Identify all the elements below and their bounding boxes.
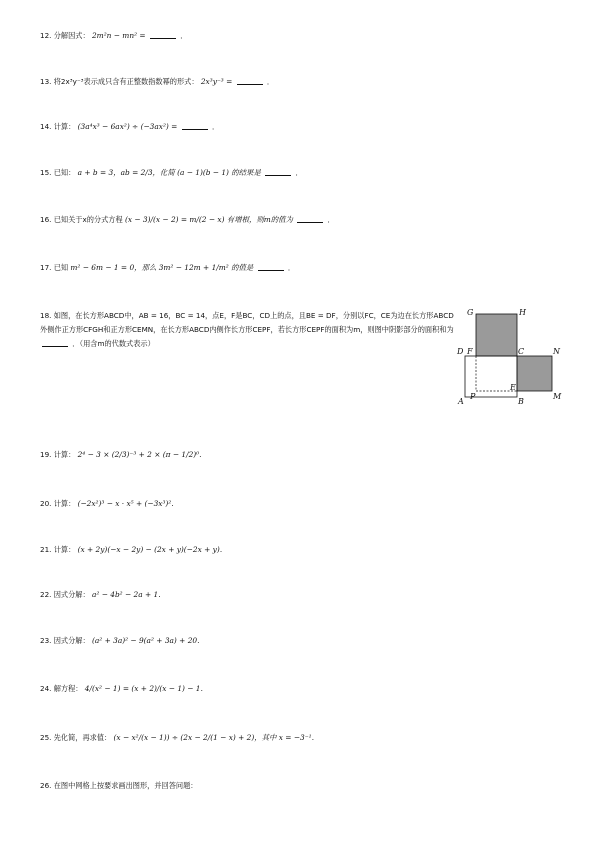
question-number: 18.	[40, 311, 52, 320]
label-e: E	[510, 383, 516, 392]
square-cfgh-shaded	[476, 314, 517, 356]
question-number: 13.	[40, 77, 52, 86]
question-math: 2x³y⁻³ =	[200, 77, 233, 86]
question-math: (x − 3)/(x − 2) = m/(2 − x) 有增根，则m的值为	[124, 215, 293, 224]
question-number: 15.	[40, 168, 52, 177]
answer-blank	[42, 339, 68, 347]
question-12	[40, 31, 187, 41]
question-20	[40, 499, 179, 509]
question-math: (−2x²)³ − x · x⁵ + (−3x³)²．	[77, 499, 179, 508]
question-26	[40, 781, 198, 791]
question-number: 26.	[40, 781, 52, 790]
label-d: D	[457, 347, 464, 356]
question-23	[40, 636, 205, 646]
question-number: 23.	[40, 636, 52, 645]
question-text: 分解因式：	[53, 31, 90, 40]
question-25	[40, 733, 319, 743]
question-text: 计算：	[53, 122, 76, 131]
square-cemn-shaded	[517, 356, 552, 391]
question-tail: ．	[180, 31, 188, 40]
label-h: H	[519, 308, 526, 317]
label-a: A	[458, 397, 464, 406]
question-number: 12.	[40, 31, 52, 40]
question-text: 先化简，再求值：	[53, 733, 112, 742]
label-n: N	[553, 347, 560, 356]
question-number: 14.	[40, 122, 52, 131]
question-math: a + b = 3，ab = 2/3，化简 (a − 1)(b − 1) 的结果是	[77, 168, 261, 177]
rectangle-squares-figure	[455, 304, 560, 408]
label-g: G	[467, 308, 474, 317]
question-math: (x − x²/(x − 1)) ÷ (2x − 2/(1 − x) + 2)，其中 x = −3⁻¹．	[113, 733, 319, 742]
question-math: 2⁴ − 3 × (2/3)⁻³ + 2 × (π − 1/2)⁰．	[77, 450, 207, 459]
label-c: C	[518, 347, 525, 356]
question-math: m² − 6m − 1 = 0，那么 3m² − 12m + 1/m² 的值是	[70, 263, 254, 272]
label-p: P	[470, 392, 476, 401]
question-math: (3a⁴x³ − 6ax²) ÷ (−3ax²) =	[77, 122, 178, 131]
question-text: 计算：	[53, 499, 76, 508]
question-15	[40, 168, 303, 178]
question-number: 21.	[40, 545, 52, 554]
label-b: B	[518, 397, 524, 406]
question-21	[40, 545, 227, 555]
question-text: 已知	[53, 263, 69, 272]
answer-blank	[258, 263, 284, 271]
answer-blank	[182, 122, 208, 130]
question-text: 将2x³y⁻³表示成只含有正整数指数幂的形式：	[53, 77, 199, 86]
question-text: 因式分解：	[53, 636, 90, 645]
question-tail: ．	[211, 122, 220, 131]
question-13	[40, 77, 274, 87]
question-19	[40, 450, 207, 460]
question-math: a² − 4b² − 2a + 1．	[91, 590, 166, 599]
question-math: 4/(x² − 1) = (x + 2)/(x − 1) − 1．	[84, 684, 208, 693]
question-17	[40, 263, 295, 273]
question-text: 计算：	[53, 450, 76, 459]
question-math: (x + 2y)(−x − 2y) − (2x + y)(−2x + y)．	[77, 545, 228, 554]
question-14	[40, 122, 219, 132]
question-18	[40, 309, 455, 351]
question-text: 因式分解：	[53, 590, 90, 599]
label-f: F	[467, 347, 473, 356]
question-text: 如图，在长方形ABCD中，AB = 16，BC = 14，点E，F是BC，CD上的点，且BE = DF，分别以FC，CE为边在长方形ABCD外侧作正方形CFGH和正方形CEMN，在长方形ABCD内侧作长方形CEPF，若长方形CEPF的面积为m，则图中阴影部分的面积和为	[40, 311, 454, 334]
answer-blank	[150, 31, 176, 39]
question-tail: ．	[295, 168, 303, 177]
label-m: M	[553, 392, 562, 401]
question-16	[40, 215, 335, 225]
question-tail: ．	[266, 77, 275, 86]
answer-blank	[237, 77, 263, 85]
question-number: 24.	[40, 684, 52, 693]
answer-blank	[297, 215, 323, 223]
question-math: (a² + 3a)² − 9(a² + 3a) + 20．	[91, 636, 205, 645]
question-number: 19.	[40, 450, 52, 459]
question-tail: ．	[287, 263, 296, 272]
question-22	[40, 590, 166, 600]
question-number: 16.	[40, 215, 52, 224]
question-tail: ．（用含m的代数式表示）	[72, 339, 155, 348]
question-text: 已知关于x的分式方程	[53, 215, 123, 224]
question-text: 计算：	[53, 545, 76, 554]
question-number: 22.	[40, 590, 52, 599]
question-24	[40, 684, 208, 694]
question-text: 在图中网格上按要求画出图形，并回答问题：	[53, 781, 198, 790]
question-number: 20.	[40, 499, 52, 508]
question-text: 解方程：	[53, 684, 83, 693]
question-number: 17.	[40, 263, 52, 272]
question-math: 2m²n − mn² =	[91, 31, 146, 40]
answer-blank	[265, 168, 291, 176]
question-text: 已知：	[53, 168, 76, 177]
question-tail: ．	[327, 215, 335, 224]
question-number: 25.	[40, 733, 52, 742]
